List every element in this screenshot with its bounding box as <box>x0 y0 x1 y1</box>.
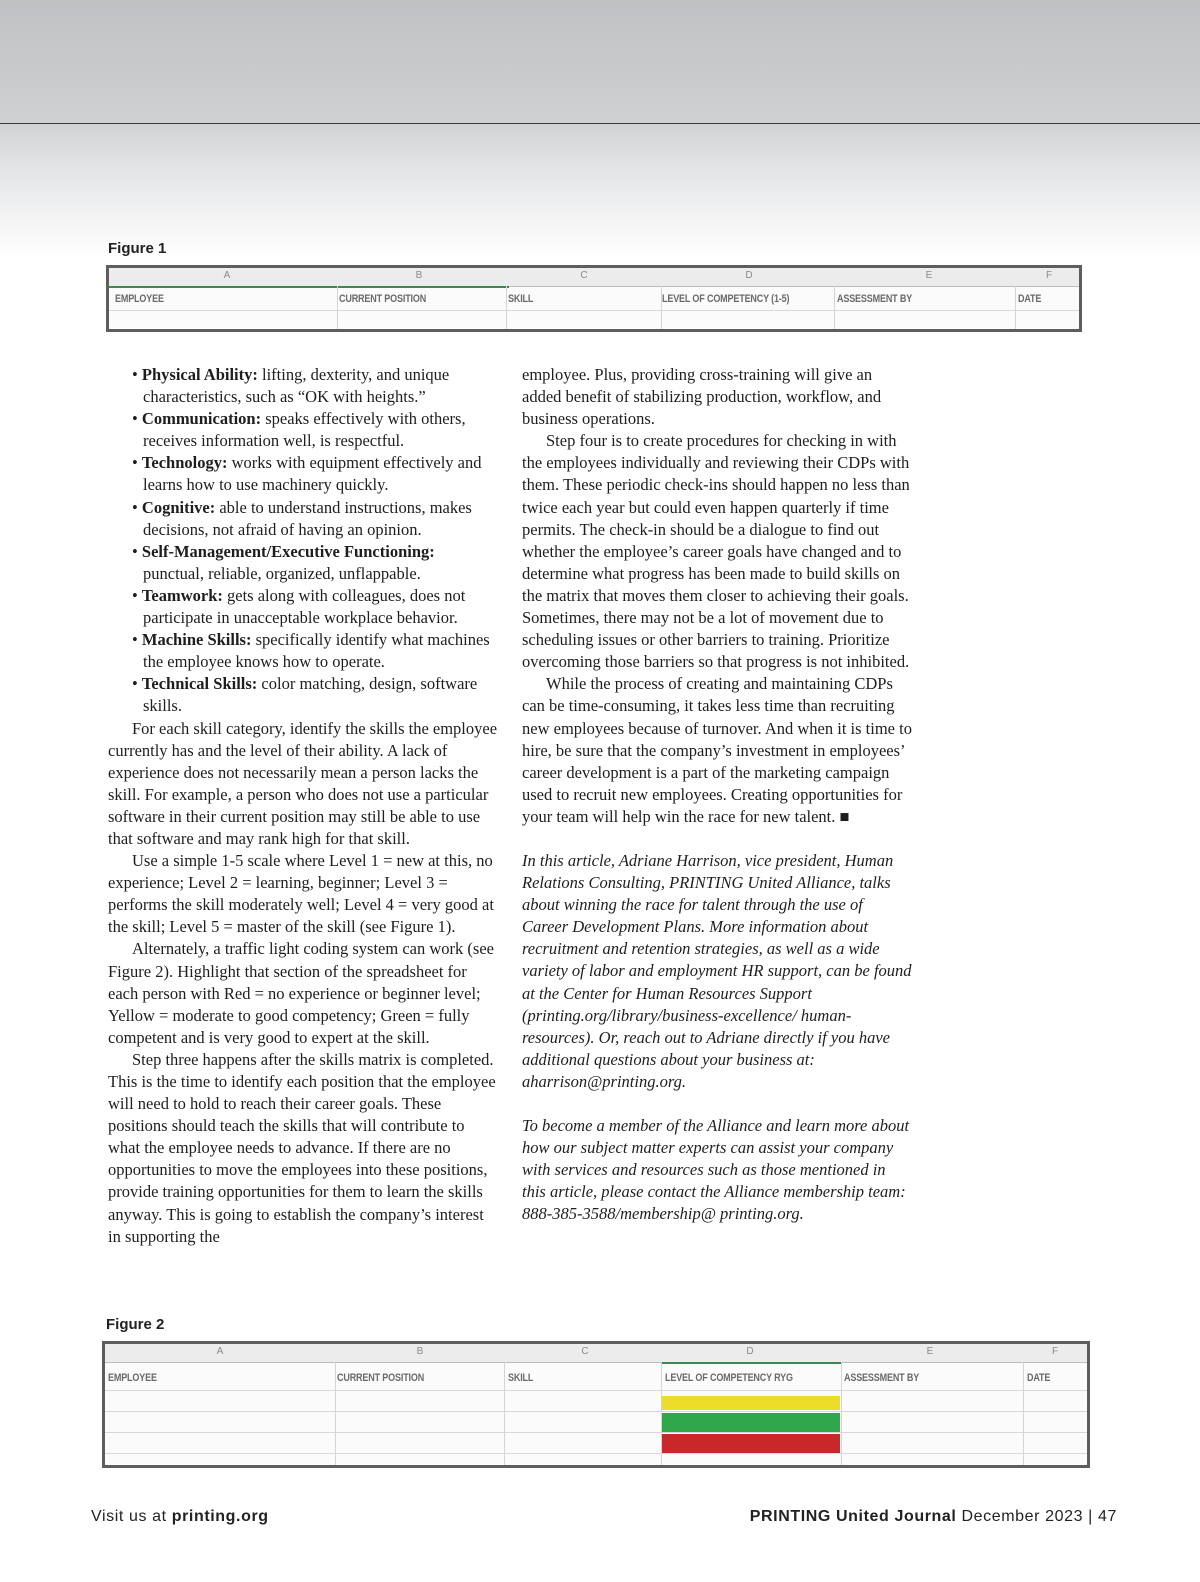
figure-1-label: Figure 1 <box>108 240 167 257</box>
header-band <box>0 0 1200 260</box>
header-date: DATE <box>1018 293 1042 305</box>
column-divider <box>506 286 507 329</box>
yellow-cell <box>662 1396 840 1410</box>
row-divider <box>105 1432 1087 1433</box>
row-divider <box>105 1411 1087 1412</box>
column-divider <box>1023 1362 1024 1465</box>
column-divider <box>661 1362 662 1465</box>
right-column <box>522 364 912 1225</box>
header-assessment-by: ASSESSMENT BY <box>837 293 913 305</box>
bullet-item: • Physical Ability: lifting, dexterity, and unique characteristics, such as “OK with heights.” <box>132 365 450 407</box>
bullet-term: Technical Skills: <box>141 674 258 694</box>
bullet-term: Machine Skills: <box>141 630 252 650</box>
bullet-term: Physical Ability: <box>141 365 258 384</box>
footer-issue-date: December 2023 <box>956 1508 1084 1525</box>
row-divider <box>109 310 1079 311</box>
selection-indicator <box>661 1362 841 1364</box>
bullet-text: works with equipment effectively and learns how to use machinery quickly. <box>143 453 482 495</box>
red-cell <box>662 1434 840 1453</box>
body-paragraph: While the process of creating and maintaining CDPs can be time-consuming, it takes less time than recruiting new employees because of turnover. And when it is time to hire, be sure that the company’s investment in employees’ career development is a part of the marketing campaign used to recruit new employees. Creating opportunities for your team will help win the race for new talent. ■ <box>522 674 912 826</box>
selection-indicator <box>109 286 509 288</box>
column-letter: C <box>581 1346 589 1357</box>
bullet-item: • Machine Skills: specifically identify what machines the employee knows how to operate. <box>132 630 490 672</box>
body-paragraph: Alternately, a traffic light coding system can work (see Figure 2). Highlight that section of the spreadsheet for each person with Red = no experience or beginner level; Yellow = moderate to good competency; Green = fully competent and is very good to expert at the skill. <box>108 939 494 1047</box>
bullet-text: lifting, dexterity, and unique characteristics, such as “OK with heights.” <box>143 365 450 407</box>
author-note: In this article, Adriane Harrison, vice president, Human Relations Consulting, PRINTING United Alliance, talks about winning the race for talent through the use of Career Development Plans. More information about recruitment and retention strategies, as well as a wide variety of labor and employment HR support, can be found at the Center for Human Resources Support (printing.org/library/business-excellence/ human-resources). Or, reach out to Adriane directly if you have additional questions about your business at: aharrison@printing.org. <box>522 850 912 1091</box>
column-letter: E <box>925 270 933 281</box>
header-skill: SKILL <box>508 1372 534 1384</box>
header-level-of-competency-ryg: LEVEL OF COMPETENCY RYG <box>665 1372 793 1384</box>
bullet-term: Communication: <box>141 409 262 429</box>
body-paragraph: Step three happens after the skills matrix is completed. This is the time to identify each position that the employee will need to hold to reach their career goals. These positions should teach the skills that will contribute to what the employee needs to advance. If there are no opportunities to move the employees into these positions, provide training opportunities for them to learn the skills anyway. This is going to establish the company’s interest in supporting the <box>108 1049 496 1246</box>
body-paragraph: employee. Plus, providing cross-training will give an added benefit of stabilizing production, workflow, and business operations. <box>522 365 882 429</box>
body-paragraph: Step four is to create procedures for checking in with the employees individually and reviewing their CDPs with them. These periodic check-ins should happen no less than twice each year but could even happen quarterly if time permits. The check-in should be a dialogue to find out whether the employee’s career goals have changed and to determine what progress has been made to build skills on the matrix that moves them closer to achieving their goals. Sometimes, there may not be a lot of movement due to scheduling issues or other barriers to training. Prioritize overcoming those barriers so that progress is not inhibited. <box>522 431 910 672</box>
footer-website-link[interactable]: printing.org <box>171 1508 269 1525</box>
bullet-item: • Teamwork: gets along with colleagues, does not participate in unacceptable workplace behavior. <box>132 585 466 628</box>
bullet-text: color matching, design, software skills. <box>143 674 478 716</box>
bullet-item: • Cognitive: able to understand instructions, makes decisions, not afraid of having an opinion. <box>132 497 472 539</box>
header-assessment-by: ASSESSMENT BY <box>844 1372 920 1384</box>
column-letter: B <box>416 1346 424 1357</box>
row-divider <box>105 1390 1087 1391</box>
column-letter: D <box>745 270 753 281</box>
footer-visit-prefix: Visit us at <box>91 1508 172 1525</box>
body-paragraph: For each skill category, identify the skills the employee currently has and the level of their ability. A lack of experience does not necessarily mean a person lacks the skill. For example, a person who does not use a particular software in their current position may still be able to use that software and may rank high for that skill. <box>108 718 498 848</box>
bullet-item: • Technology: works with equipment effectively and learns how to use machinery quickly. <box>132 453 482 495</box>
header-level-of-competency: LEVEL OF COMPETENCY (1-5) <box>662 293 790 305</box>
bullet-term: Technology: <box>141 453 228 473</box>
column-letter: C <box>580 270 588 281</box>
column-divider <box>504 1362 505 1465</box>
figure-2-label: Figure 2 <box>106 1316 165 1333</box>
column-divider <box>1015 286 1016 329</box>
bullet-term: Teamwork: <box>141 585 223 605</box>
bullet-item: • Technical Skills: color matching, design, software skills. <box>132 674 478 716</box>
header-current-position: CURRENT POSITION <box>339 293 427 305</box>
figure-1-spreadsheet <box>106 265 1082 332</box>
bullet-term: Cognitive: <box>141 497 216 517</box>
row-divider <box>105 1453 1087 1454</box>
bullet-text: able to understand instructions, makes decisions, not afraid of having an opinion. <box>143 497 472 539</box>
column-divider <box>841 1362 842 1465</box>
column-divider <box>337 286 338 329</box>
header-current-position: CURRENT POSITION <box>337 1372 425 1384</box>
column-letter: F <box>1051 1346 1059 1357</box>
green-cell <box>662 1413 840 1432</box>
column-letter: D <box>746 1346 754 1357</box>
bullet-text: speaks effectively with others, receives information well, is respectful. <box>143 409 466 451</box>
figure-2-spreadsheet <box>102 1341 1090 1468</box>
column-letter: A <box>223 270 231 281</box>
column-letter-row <box>109 268 1079 287</box>
page-number: 47 <box>1098 1508 1117 1525</box>
bullet-text: gets along with colleagues, does not participate in unacceptable workplace behavior. <box>143 585 466 628</box>
column-letter: B <box>415 270 423 281</box>
footer-visit <box>91 1508 269 1526</box>
body-paragraph: Use a simple 1-5 scale where Level 1 = new at this, no experience; Level 2 = learning, beginner; Level 3 = performs the skill moderately well; Level 4 = very good at the skill; Level 5 = master of the skill (see Figure 1). <box>108 851 494 937</box>
column-divider <box>834 286 835 329</box>
footer-journal-name: PRINTING United Journal <box>749 1508 957 1525</box>
header-skill: SKILL <box>508 293 534 305</box>
footer-publication <box>750 1508 1117 1526</box>
bullet-text: specifically identify what machines the employee knows how to operate. <box>143 630 490 672</box>
header-employee: EMPLOYEE <box>108 1372 157 1384</box>
column-letter: A <box>216 1346 224 1357</box>
footer-separator: | <box>1083 1508 1098 1525</box>
header-rule <box>0 123 1200 124</box>
bullet-term: Self-Management/Executive Functioning: <box>141 541 435 561</box>
column-letter: F <box>1045 270 1053 281</box>
column-letter-row <box>105 1344 1087 1363</box>
left-column <box>108 364 498 1248</box>
header-date: DATE <box>1027 1372 1051 1384</box>
bullet-item: • Communication: speaks effectively with others, receives information well, is respectful. <box>132 409 466 451</box>
column-divider <box>335 1362 336 1465</box>
bullet-text: punctual, reliable, organized, unflappable. <box>143 563 421 583</box>
bullet-item: • Self-Management/Executive Functioning: punctual, reliable, organized, unflappable. <box>132 541 435 583</box>
membership-note: To become a member of the Alliance and learn more about how our subject matter experts can assist your company with services and resources such as those mentioned in this article, please contact the Alliance membership team: 888-385-3588/membership@ printing.org. <box>522 1116 910 1224</box>
column-letter: E <box>926 1346 934 1357</box>
header-employee: EMPLOYEE <box>115 293 164 305</box>
